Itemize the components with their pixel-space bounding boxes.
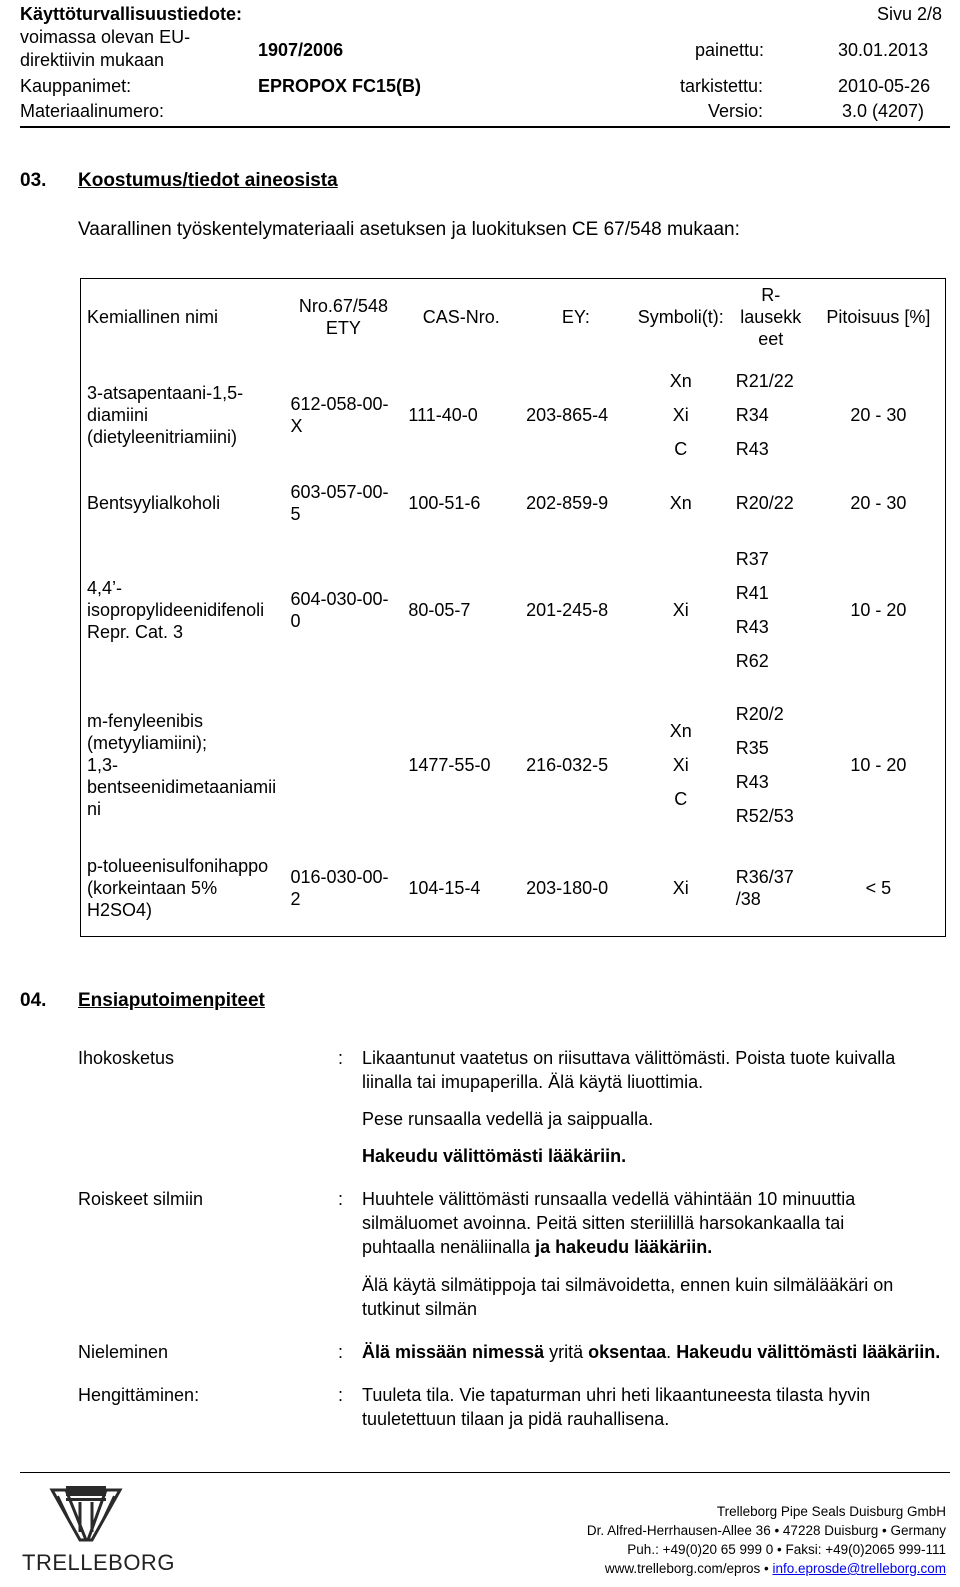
hazard-symbol: Xi: [672, 878, 689, 899]
content-cell: 10 - 20: [850, 754, 907, 775]
footer-web-line: [587, 1559, 946, 1578]
document-title: Käyttöturvallisuustiedote:: [20, 4, 243, 24]
ingestion-label: Nieleminen: [78, 1342, 169, 1362]
eye-splash-text-1a: Huuhtele välittömästi runsaalla vedellä vähintään 10 minuuttia silmäluomet avoinna. Peitä sitten steriilillä harsokankaalla tai puhtaalla nenäliinalla: [362, 1189, 856, 1257]
skin-contact-label: Ihokosketus: [78, 1048, 175, 1068]
checked-date: 2010-05-26: [838, 76, 931, 96]
table-row: [81, 475, 946, 531]
regulation-number: 1907/2006: [258, 40, 344, 60]
r-phrase: R52/53: [735, 805, 794, 826]
cas-number-cell: 1477-55-0: [408, 754, 491, 775]
chemical-name-cell: 3-atsapentaani-1,5- diamiini (dietyleenitriamiini): [87, 382, 244, 447]
logo-wordmark: TRELLEBORG: [22, 1550, 175, 1575]
symbol-cell: [632, 355, 730, 475]
tradename: EPROPOX FC15(B): [258, 76, 422, 96]
footer-web-link[interactable]: www.trelleborg.com/epros: [604, 1561, 761, 1576]
hazard-symbol: Xi: [672, 599, 689, 620]
ingestion-text: [362, 1340, 940, 1364]
section-03-number: 03.: [20, 170, 47, 191]
ingestion-text-a: Älä missään nimessä: [362, 1342, 545, 1362]
skin-contact-colon: :: [338, 1048, 344, 1068]
version-label: Versio:: [708, 101, 764, 121]
hazard-symbol: Xn: [669, 492, 692, 513]
ingestion-text-e: Hakeudu välittömästi lääkäriin.: [676, 1342, 941, 1362]
table-row: [81, 689, 946, 841]
cas-number-cell: 100-51-6: [408, 492, 481, 513]
trelleborg-logo: [22, 1484, 175, 1584]
printed-label: painettu:: [695, 40, 765, 60]
cas-number-cell: 80-05-7: [408, 599, 471, 620]
r-phrases-cell: [730, 689, 812, 841]
version-value: 3.0 (4207): [842, 101, 925, 121]
ec-number-cell: 201-245-8: [526, 599, 609, 620]
content-cell: 20 - 30: [850, 404, 907, 425]
symbol-cell: [632, 841, 730, 937]
validity-line-1: voimassa olevan EU-: [20, 27, 191, 47]
section-03-subtitle: Vaarallinen työskentelymateriaali asetuksen ja luokituksen CE 67/548 mukaan:: [78, 219, 740, 240]
ec-number-cell: 203-865-4: [526, 404, 609, 425]
header-divider: [20, 126, 950, 128]
skin-contact-text-2: Pese runsaalla vedellä ja saippualla.: [362, 1109, 654, 1129]
r-phrase: R20/22: [735, 492, 794, 513]
checked-label: tarkistettu:: [680, 76, 764, 96]
column-header-ec: EY:: [561, 306, 590, 327]
hazard-symbol: C: [674, 438, 688, 459]
r-phrase: R41: [735, 582, 769, 603]
footer-company: Trelleborg Pipe Seals Duisburg GmbH: [716, 1504, 946, 1519]
r-phrase: R20/2: [735, 703, 784, 724]
hazard-symbol: Xi: [672, 754, 689, 775]
eye-splash-label: Roiskeet silmiin: [78, 1189, 204, 1209]
eye-splash-text-1: [362, 1187, 922, 1259]
r-phrase: R35: [735, 737, 769, 758]
ingestion-text-b: yritä: [544, 1342, 589, 1362]
column-header-cas: CAS-Nro.: [422, 306, 500, 327]
hazard-symbol: C: [674, 788, 688, 809]
eye-splash-colon: :: [338, 1189, 344, 1209]
r-phrase: R37: [735, 548, 769, 569]
inhalation-colon: :: [338, 1385, 344, 1405]
eye-splash-text-1b: ja hakeudu lääkäriin.: [535, 1237, 713, 1257]
r-phrase: R43: [735, 771, 769, 792]
chemical-name-cell: p-tolueenisulfonihappo (korkeintaan 5% H2SO4): [87, 856, 269, 921]
r-phrase: R43: [735, 438, 769, 459]
eec-number-cell: 604-030-00-0: [290, 588, 389, 631]
trelleborg-emblem-icon: [22, 1484, 146, 1548]
r-phrases-cell: [730, 841, 812, 937]
cas-number-cell: 111-40-0: [408, 404, 478, 425]
hazard-symbol: Xi: [672, 404, 689, 425]
chemical-name-cell: m-fenyleenibis (metyyliamiini); 1,3- bentseenidimetaaniamii ni: [87, 710, 277, 819]
content-cell: 20 - 30: [850, 492, 907, 513]
table-row: [81, 841, 946, 937]
column-header-name: Kemiallinen nimi: [87, 306, 219, 327]
ec-number-cell: 216-032-5: [526, 754, 609, 775]
r-phrase: R36/37 /38: [735, 867, 794, 910]
content-cell: 10 - 20: [850, 599, 907, 620]
footer-separator: •: [760, 1561, 773, 1576]
ingestion-colon: :: [338, 1342, 344, 1362]
ec-number-cell: 203-180-0: [526, 878, 609, 899]
r-phrase: R62: [735, 650, 769, 671]
footer-email-link[interactable]: info.eprosde@trelleborg.com: [772, 1561, 946, 1576]
page-number: Sivu 2/8: [876, 4, 942, 24]
cas-number-cell: 104-15-4: [408, 878, 481, 899]
eye-splash-text-2: Älä käytä silmätippoja tai silmävoidetta, ennen kuin silmälääkäri on tutkinut silmän: [362, 1275, 894, 1319]
skin-contact-text-1: Likaantunut vaatetus on riisuttava välittömästi. Poista tuote kuivalla liinalla tai imupaperilla. Älä käytä liuottimia.: [362, 1048, 896, 1092]
content-cell: < 5: [865, 878, 892, 899]
footer-divider: [20, 1472, 950, 1473]
eec-number-cell: [284, 689, 402, 841]
tradename-label: Kauppanimet:: [20, 76, 132, 96]
symbol-cell: [632, 689, 730, 841]
ingestion-text-c: oksentaa: [588, 1342, 667, 1362]
inhalation-label: Hengittäminen:: [78, 1385, 200, 1405]
symbol-cell: [632, 531, 730, 689]
footer-address: Dr. Alfred-Herrhausen-Allee 36 • 47228 Duisburg • Germany: [586, 1523, 946, 1538]
r-phrase: R43: [735, 616, 769, 637]
printed-date: 30.01.2013: [838, 40, 929, 60]
r-phrases-cell: [730, 531, 812, 689]
symbol-cell: [632, 475, 730, 531]
column-header-r-phrases: R- lausekk eet: [740, 284, 802, 349]
inhalation-text: Tuuleta tila. Vie tapaturman uhri heti likaantuneesta tilasta hyvin tuuletettuun tilaan ja pidä rauhallisena.: [362, 1385, 871, 1429]
section-03-title: Koostumus/tiedot aineosista: [78, 170, 338, 191]
skin-contact-text-3: Hakeudu välittömästi lääkäriin.: [362, 1146, 627, 1166]
validity-line-2: direktiivin mukaan: [20, 50, 165, 70]
column-header-symbol: Symboli(t):: [637, 306, 724, 327]
footer-phone: Puh.: +49(0)20 65 999 0 • Faksi: +49(0)2065 999-111: [627, 1542, 946, 1557]
composition-table: [80, 278, 946, 937]
eec-number-cell: 016-030-00-2: [290, 867, 389, 910]
eec-number-cell: 603-057-00-5: [290, 481, 389, 524]
r-phrase: R21/22: [735, 370, 794, 391]
table-header-row: [81, 279, 946, 355]
section-04-number: 04.: [20, 990, 47, 1011]
chemical-name-cell: 4,4’- isopropylideenidifenoli Repr. Cat. 3: [87, 577, 265, 642]
material-number-label: Materiaalinumero:: [20, 101, 165, 121]
r-phrases-cell: [730, 475, 812, 531]
r-phrases-cell: [730, 355, 812, 475]
chemical-name-cell: Bentsyylialkoholi: [87, 492, 221, 513]
table-row: [81, 531, 946, 689]
ec-number-cell: 202-859-9: [526, 492, 609, 513]
column-header-content: Pitoisuus [%]: [826, 306, 931, 327]
ingestion-text-d: .: [666, 1342, 677, 1362]
hazard-symbol: Xn: [669, 720, 692, 741]
column-header-eec: Nro.67/548 ETY: [298, 295, 388, 338]
eec-number-cell: 612-058-00-X: [290, 393, 389, 436]
section-04-title: Ensiaputoimenpiteet: [78, 990, 265, 1011]
table-row: [81, 355, 946, 475]
r-phrase: R34: [735, 404, 769, 425]
hazard-symbol: Xn: [669, 370, 692, 391]
